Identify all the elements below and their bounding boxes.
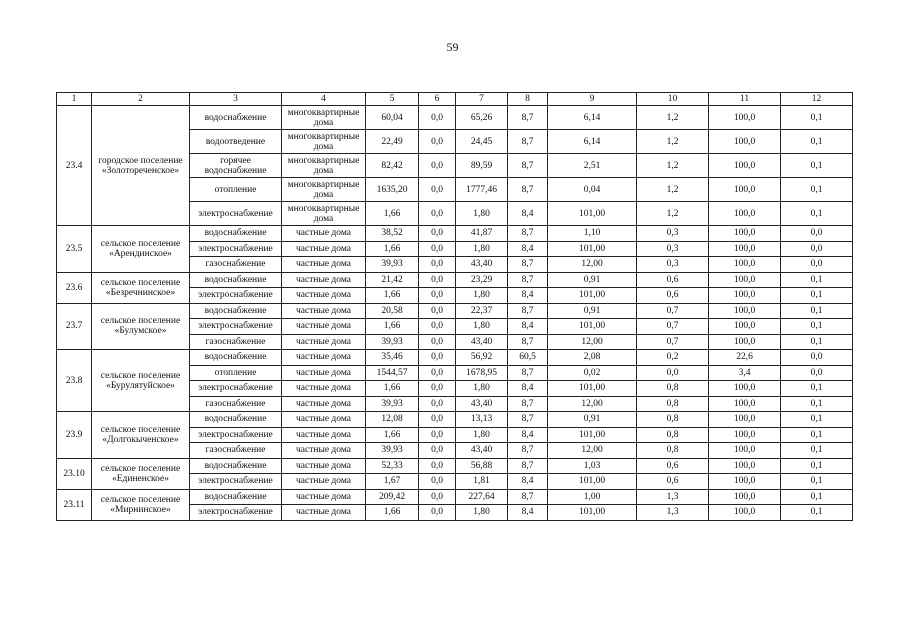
value-cell-6: 0,0: [419, 106, 456, 130]
col-header-12: 12: [781, 93, 853, 106]
value-cell-10: 1,3: [637, 505, 709, 521]
value-cell-7: 1,80: [456, 427, 508, 443]
housing-type: частные дома: [282, 272, 366, 288]
value-cell-10: 1,2: [637, 130, 709, 154]
value-cell-7: 227,64: [456, 489, 508, 505]
value-cell-12: 0,1: [781, 130, 853, 154]
service-type: водоснабжение: [190, 489, 282, 505]
col-header-9: 9: [548, 93, 637, 106]
value-cell-6: 0,0: [419, 365, 456, 381]
value-cell-11: 100,0: [709, 241, 781, 257]
housing-type: частные дома: [282, 458, 366, 474]
service-type: отопление: [190, 365, 282, 381]
value-cell-12: 0,1: [781, 458, 853, 474]
value-cell-11: 100,0: [709, 474, 781, 490]
value-cell-7: 1678,95: [456, 365, 508, 381]
value-cell-11: 100,0: [709, 505, 781, 521]
value-cell-11: 100,0: [709, 489, 781, 505]
service-type: электроснабжение: [190, 474, 282, 490]
settlement-number: 23.11: [57, 489, 92, 520]
value-cell-7: 1,80: [456, 505, 508, 521]
value-cell-9: 101,00: [548, 319, 637, 335]
housing-type: частные дома: [282, 443, 366, 459]
value-cell-6: 0,0: [419, 319, 456, 335]
value-cell-7: 89,59: [456, 154, 508, 178]
value-cell-7: 23,29: [456, 272, 508, 288]
value-cell-9: 101,00: [548, 241, 637, 257]
settlement-number: 23.7: [57, 303, 92, 350]
settlement-name: городское поселение «Золотореченское»: [92, 106, 190, 226]
value-cell-5: 1635,20: [366, 178, 419, 202]
service-type: отопление: [190, 178, 282, 202]
value-cell-12: 0,0: [781, 241, 853, 257]
value-cell-12: 0,0: [781, 350, 853, 366]
value-cell-5: 39,93: [366, 396, 419, 412]
value-cell-6: 0,0: [419, 226, 456, 242]
value-cell-8: 8,4: [508, 319, 548, 335]
value-cell-7: 56,92: [456, 350, 508, 366]
page-number: 59: [446, 40, 459, 54]
value-cell-10: 0,7: [637, 319, 709, 335]
table-row: [57, 350, 853, 366]
value-cell-12: 0,0: [781, 365, 853, 381]
value-cell-5: 82,42: [366, 154, 419, 178]
value-cell-8: 8,4: [508, 202, 548, 226]
value-cell-9: 101,00: [548, 505, 637, 521]
settlement-number: 23.6: [57, 272, 92, 303]
value-cell-9: 0,02: [548, 365, 637, 381]
value-cell-9: 2,08: [548, 350, 637, 366]
value-cell-7: 1,80: [456, 241, 508, 257]
value-cell-8: 8,7: [508, 334, 548, 350]
value-cell-11: 100,0: [709, 272, 781, 288]
service-type: горячее водоснабжение: [190, 154, 282, 178]
value-cell-10: 0,7: [637, 303, 709, 319]
value-cell-7: 24,45: [456, 130, 508, 154]
value-cell-8: 8,4: [508, 505, 548, 521]
service-type: электроснабжение: [190, 505, 282, 521]
table-row: [57, 226, 853, 242]
housing-type: многоквартирные дома: [282, 106, 366, 130]
housing-type: частные дома: [282, 303, 366, 319]
settlement-name: сельское поселение «Долгокыченское»: [92, 412, 190, 459]
value-cell-6: 0,0: [419, 412, 456, 428]
value-cell-6: 0,0: [419, 257, 456, 273]
service-type: водоснабжение: [190, 412, 282, 428]
value-cell-8: 8,7: [508, 178, 548, 202]
value-cell-7: 1777,46: [456, 178, 508, 202]
col-header-7: 7: [456, 93, 508, 106]
value-cell-6: 0,0: [419, 178, 456, 202]
value-cell-11: 100,0: [709, 106, 781, 130]
col-header-4: 4: [282, 93, 366, 106]
value-cell-5: 39,93: [366, 334, 419, 350]
value-cell-10: 0,8: [637, 443, 709, 459]
value-cell-12: 0,1: [781, 303, 853, 319]
value-cell-6: 0,0: [419, 272, 456, 288]
value-cell-6: 0,0: [419, 381, 456, 397]
value-cell-8: 8,4: [508, 381, 548, 397]
value-cell-10: 0,3: [637, 226, 709, 242]
value-cell-12: 0,1: [781, 474, 853, 490]
value-cell-12: 0,1: [781, 288, 853, 304]
housing-type: частные дома: [282, 365, 366, 381]
value-cell-5: 1544,57: [366, 365, 419, 381]
value-cell-9: 6,14: [548, 106, 637, 130]
value-cell-9: 101,00: [548, 288, 637, 304]
service-type: газоснабжение: [190, 396, 282, 412]
value-cell-5: 20,58: [366, 303, 419, 319]
value-cell-11: 100,0: [709, 319, 781, 335]
value-cell-10: 0,6: [637, 288, 709, 304]
value-cell-7: 43,40: [456, 257, 508, 273]
settlement-name: сельское поселение «Единенское»: [92, 458, 190, 489]
value-cell-6: 0,0: [419, 350, 456, 366]
value-cell-6: 0,0: [419, 202, 456, 226]
value-cell-11: 100,0: [709, 130, 781, 154]
value-cell-6: 0,0: [419, 303, 456, 319]
value-cell-12: 0,1: [781, 396, 853, 412]
value-cell-9: 12,00: [548, 334, 637, 350]
value-cell-6: 0,0: [419, 474, 456, 490]
header-row: [57, 93, 853, 106]
col-header-11: 11: [709, 93, 781, 106]
value-cell-5: 39,93: [366, 257, 419, 273]
value-cell-10: 0,3: [637, 241, 709, 257]
value-cell-6: 0,0: [419, 396, 456, 412]
value-cell-5: 60,04: [366, 106, 419, 130]
value-cell-11: 100,0: [709, 396, 781, 412]
value-cell-9: 1,03: [548, 458, 637, 474]
value-cell-9: 12,00: [548, 257, 637, 273]
value-cell-9: 6,14: [548, 130, 637, 154]
value-cell-10: 0,7: [637, 334, 709, 350]
value-cell-6: 0,0: [419, 130, 456, 154]
service-type: электроснабжение: [190, 288, 282, 304]
value-cell-10: 0,6: [637, 474, 709, 490]
value-cell-5: 38,52: [366, 226, 419, 242]
value-cell-11: 100,0: [709, 226, 781, 242]
value-cell-6: 0,0: [419, 443, 456, 459]
value-cell-8: 8,4: [508, 474, 548, 490]
service-type: водоснабжение: [190, 303, 282, 319]
housing-type: частные дома: [282, 226, 366, 242]
value-cell-5: 21,42: [366, 272, 419, 288]
settlement-number: 23.10: [57, 458, 92, 489]
housing-type: частные дома: [282, 474, 366, 490]
value-cell-12: 0,0: [781, 226, 853, 242]
value-cell-10: 1,2: [637, 154, 709, 178]
value-cell-12: 0,1: [781, 427, 853, 443]
value-cell-9: 1,10: [548, 226, 637, 242]
value-cell-7: 1,81: [456, 474, 508, 490]
housing-type: многоквартирные дома: [282, 154, 366, 178]
value-cell-9: 0,91: [548, 412, 637, 428]
table-row: [57, 412, 853, 428]
value-cell-7: 13,13: [456, 412, 508, 428]
table-row: [57, 458, 853, 474]
value-cell-11: 100,0: [709, 334, 781, 350]
value-cell-8: 8,7: [508, 303, 548, 319]
value-cell-8: 8,7: [508, 412, 548, 428]
col-header-3: 3: [190, 93, 282, 106]
value-cell-11: 100,0: [709, 288, 781, 304]
value-cell-7: 43,40: [456, 443, 508, 459]
value-cell-12: 0,1: [781, 443, 853, 459]
value-cell-11: 100,0: [709, 178, 781, 202]
value-cell-12: 0,1: [781, 202, 853, 226]
settlement-name: сельское поселение «Булумское»: [92, 303, 190, 350]
value-cell-10: 1,2: [637, 178, 709, 202]
settlement-name: сельское поселение «Безречнинское»: [92, 272, 190, 303]
value-cell-8: 8,7: [508, 226, 548, 242]
value-cell-6: 0,0: [419, 505, 456, 521]
service-type: водоснабжение: [190, 106, 282, 130]
value-cell-10: 0,8: [637, 396, 709, 412]
value-cell-7: 1,80: [456, 202, 508, 226]
value-cell-7: 1,80: [456, 288, 508, 304]
housing-type: частные дома: [282, 396, 366, 412]
value-cell-10: 0,2: [637, 350, 709, 366]
value-cell-12: 0,1: [781, 154, 853, 178]
housing-type: частные дома: [282, 381, 366, 397]
value-cell-12: 0,1: [781, 272, 853, 288]
table-row: [57, 272, 853, 288]
value-cell-8: 8,7: [508, 154, 548, 178]
value-cell-10: 1,2: [637, 106, 709, 130]
value-cell-5: 1,66: [366, 319, 419, 335]
value-cell-7: 43,40: [456, 334, 508, 350]
value-cell-8: 60,5: [508, 350, 548, 366]
tariff-table: [56, 92, 853, 521]
value-cell-6: 0,0: [419, 427, 456, 443]
housing-type: частные дома: [282, 427, 366, 443]
value-cell-11: 3,4: [709, 365, 781, 381]
service-type: водоснабжение: [190, 350, 282, 366]
col-header-5: 5: [366, 93, 419, 106]
value-cell-11: 100,0: [709, 257, 781, 273]
col-header-8: 8: [508, 93, 548, 106]
table-row: [57, 303, 853, 319]
value-cell-5: 39,93: [366, 443, 419, 459]
value-cell-11: 100,0: [709, 202, 781, 226]
housing-type: многоквартирные дома: [282, 178, 366, 202]
value-cell-11: 100,0: [709, 303, 781, 319]
housing-type: многоквартирные дома: [282, 130, 366, 154]
value-cell-11: 100,0: [709, 412, 781, 428]
value-cell-9: 0,04: [548, 178, 637, 202]
value-cell-9: 1,00: [548, 489, 637, 505]
value-cell-11: 100,0: [709, 427, 781, 443]
value-cell-12: 0,1: [781, 489, 853, 505]
housing-type: частные дома: [282, 505, 366, 521]
value-cell-8: 8,7: [508, 443, 548, 459]
table-row: [57, 489, 853, 505]
value-cell-12: 0,1: [781, 412, 853, 428]
value-cell-9: 2,51: [548, 154, 637, 178]
value-cell-5: 22,49: [366, 130, 419, 154]
value-cell-10: 0,8: [637, 412, 709, 428]
value-cell-5: 1,66: [366, 427, 419, 443]
value-cell-10: 1,3: [637, 489, 709, 505]
value-cell-5: 1,67: [366, 474, 419, 490]
value-cell-11: 100,0: [709, 381, 781, 397]
value-cell-11: 100,0: [709, 154, 781, 178]
housing-type: частные дома: [282, 412, 366, 428]
service-type: электроснабжение: [190, 427, 282, 443]
value-cell-11: 100,0: [709, 458, 781, 474]
housing-type: многоквартирные дома: [282, 202, 366, 226]
value-cell-11: 100,0: [709, 443, 781, 459]
service-type: водоснабжение: [190, 226, 282, 242]
value-cell-9: 0,91: [548, 272, 637, 288]
value-cell-8: 8,7: [508, 106, 548, 130]
value-cell-12: 0,0: [781, 257, 853, 273]
value-cell-6: 0,0: [419, 334, 456, 350]
value-cell-10: 0,0: [637, 365, 709, 381]
value-cell-10: 0,8: [637, 427, 709, 443]
value-cell-12: 0,1: [781, 334, 853, 350]
value-cell-9: 0,91: [548, 303, 637, 319]
service-type: газоснабжение: [190, 257, 282, 273]
value-cell-9: 12,00: [548, 443, 637, 459]
service-type: электроснабжение: [190, 319, 282, 335]
value-cell-7: 43,40: [456, 396, 508, 412]
value-cell-8: 8,4: [508, 288, 548, 304]
col-header-10: 10: [637, 93, 709, 106]
housing-type: частные дома: [282, 319, 366, 335]
housing-type: частные дома: [282, 334, 366, 350]
value-cell-11: 22,6: [709, 350, 781, 366]
value-cell-8: 8,7: [508, 272, 548, 288]
value-cell-8: 8,7: [508, 130, 548, 154]
value-cell-12: 0,1: [781, 319, 853, 335]
value-cell-8: 8,4: [508, 241, 548, 257]
value-cell-5: 1,66: [366, 202, 419, 226]
value-cell-5: 35,46: [366, 350, 419, 366]
value-cell-8: 8,7: [508, 396, 548, 412]
settlement-name: сельское поселение «Бурулятуйское»: [92, 350, 190, 412]
value-cell-6: 0,0: [419, 288, 456, 304]
table-body: [57, 106, 853, 521]
value-cell-12: 0,1: [781, 178, 853, 202]
value-cell-9: 101,00: [548, 381, 637, 397]
settlement-number: 23.9: [57, 412, 92, 459]
service-type: водоснабжение: [190, 458, 282, 474]
settlement-number: 23.8: [57, 350, 92, 412]
value-cell-6: 0,0: [419, 241, 456, 257]
value-cell-10: 0,3: [637, 257, 709, 273]
value-cell-8: 8,7: [508, 365, 548, 381]
value-cell-5: 1,66: [366, 241, 419, 257]
value-cell-5: 52,33: [366, 458, 419, 474]
value-cell-8: 8,7: [508, 489, 548, 505]
service-type: водоотведение: [190, 130, 282, 154]
col-header-6: 6: [419, 93, 456, 106]
value-cell-9: 101,00: [548, 427, 637, 443]
service-type: электроснабжение: [190, 241, 282, 257]
housing-type: частные дома: [282, 241, 366, 257]
value-cell-12: 0,1: [781, 505, 853, 521]
table-row: [57, 106, 853, 130]
value-cell-12: 0,1: [781, 381, 853, 397]
value-cell-6: 0,0: [419, 489, 456, 505]
value-cell-10: 0,6: [637, 272, 709, 288]
value-cell-12: 0,1: [781, 106, 853, 130]
value-cell-5: 209,42: [366, 489, 419, 505]
value-cell-9: 101,00: [548, 202, 637, 226]
value-cell-9: 101,00: [548, 474, 637, 490]
settlement-number: 23.5: [57, 226, 92, 273]
value-cell-8: 8,4: [508, 427, 548, 443]
value-cell-6: 0,0: [419, 154, 456, 178]
housing-type: частные дома: [282, 288, 366, 304]
col-header-1: 1: [57, 93, 92, 106]
service-type: газоснабжение: [190, 443, 282, 459]
value-cell-5: 1,66: [366, 381, 419, 397]
settlement-name: сельское поселение «Мирнинское»: [92, 489, 190, 520]
service-type: газоснабжение: [190, 334, 282, 350]
value-cell-7: 1,80: [456, 381, 508, 397]
housing-type: частные дома: [282, 257, 366, 273]
value-cell-8: 8,7: [508, 458, 548, 474]
value-cell-7: 22,37: [456, 303, 508, 319]
service-type: электроснабжение: [190, 381, 282, 397]
value-cell-7: 1,80: [456, 319, 508, 335]
value-cell-10: 0,6: [637, 458, 709, 474]
value-cell-10: 0,8: [637, 381, 709, 397]
value-cell-5: 12,08: [366, 412, 419, 428]
value-cell-7: 41,87: [456, 226, 508, 242]
housing-type: частные дома: [282, 489, 366, 505]
col-header-2: 2: [92, 93, 190, 106]
housing-type: частные дома: [282, 350, 366, 366]
value-cell-9: 12,00: [548, 396, 637, 412]
value-cell-6: 0,0: [419, 458, 456, 474]
settlement-name: сельское поселение «Арендинское»: [92, 226, 190, 273]
value-cell-7: 56,88: [456, 458, 508, 474]
value-cell-5: 1,66: [366, 505, 419, 521]
value-cell-10: 1,2: [637, 202, 709, 226]
service-type: водоснабжение: [190, 272, 282, 288]
value-cell-5: 1,66: [366, 288, 419, 304]
value-cell-8: 8,7: [508, 257, 548, 273]
value-cell-7: 65,26: [456, 106, 508, 130]
service-type: электроснабжение: [190, 202, 282, 226]
settlement-number: 23.4: [57, 106, 92, 226]
